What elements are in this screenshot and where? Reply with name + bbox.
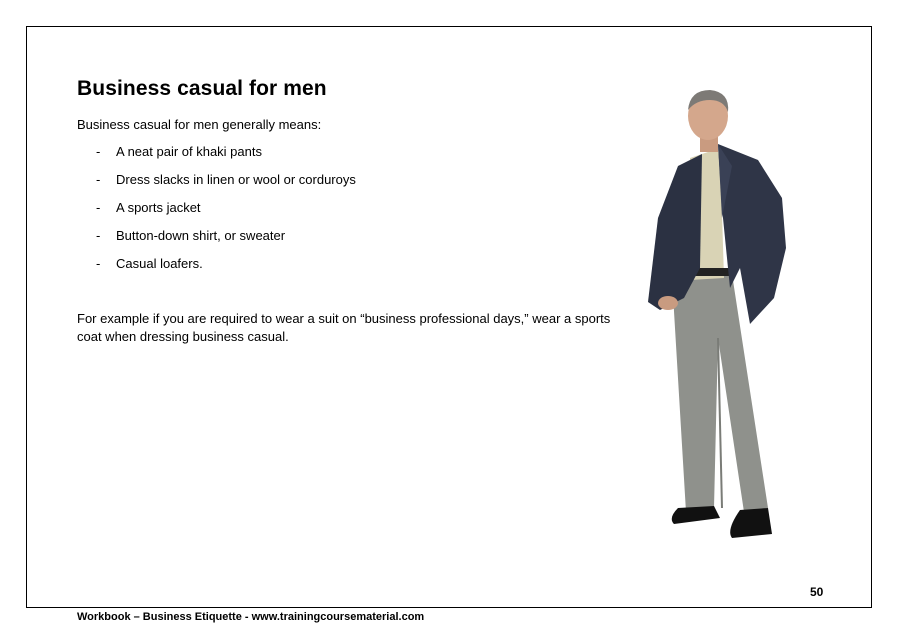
list-item-text: Casual loafers. xyxy=(116,256,203,271)
bullet-list xyxy=(96,144,356,284)
bullet-marker: - xyxy=(96,144,101,159)
list-item xyxy=(96,200,356,228)
list-item xyxy=(96,228,356,256)
businessman-illustration xyxy=(640,88,800,550)
list-item-text: A sports jacket xyxy=(116,200,201,215)
example-paragraph: For example if you are required to wear a suit on “business professional days,” wear a sports coat when dressing business casual. xyxy=(77,311,611,344)
bullet-marker: - xyxy=(96,172,101,187)
bullet-marker: - xyxy=(96,256,101,271)
list-item-text: Dress slacks in linen or wool or corduroys xyxy=(116,172,356,187)
list-item-text: A neat pair of khaki pants xyxy=(116,144,262,159)
list-item xyxy=(96,256,356,284)
bullet-marker: - xyxy=(96,200,101,215)
page-number: 50 xyxy=(810,585,824,599)
intro-text: Business casual for men generally means: xyxy=(77,117,322,132)
bullet-marker: - xyxy=(96,228,101,243)
footer-text: Workbook – Business Etiquette - www.trainingcoursematerial.com xyxy=(77,611,425,623)
list-item-text: Button-down shirt, or sweater xyxy=(116,228,286,243)
list-item xyxy=(96,172,356,200)
list-item xyxy=(96,144,356,172)
page-title: Business casual for men xyxy=(77,77,327,100)
